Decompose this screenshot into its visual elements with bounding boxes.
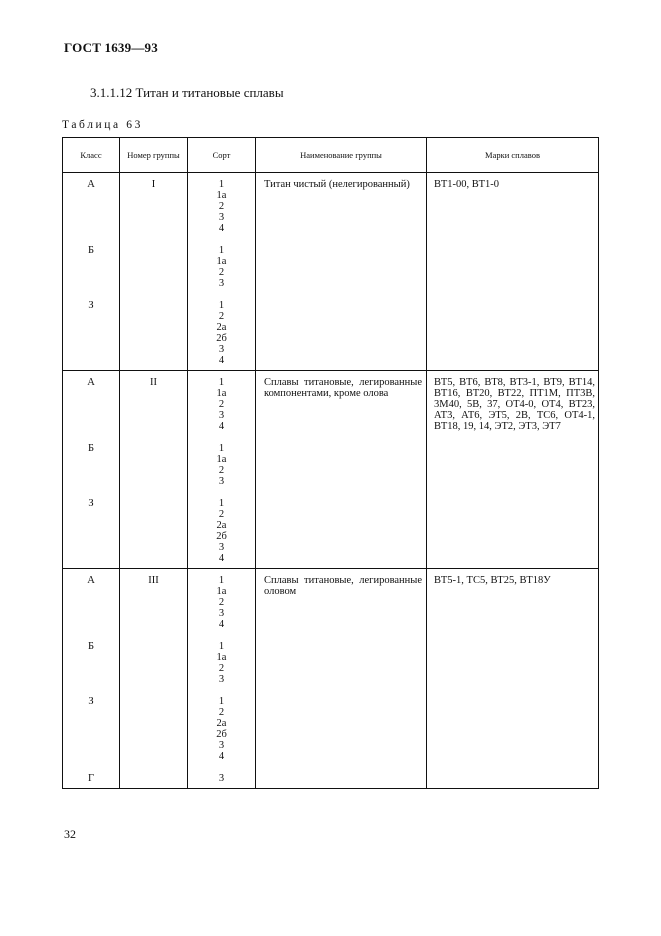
sort-value: 2б <box>216 333 227 344</box>
class-label: Б <box>87 245 95 256</box>
sort-value: 4 <box>218 355 225 366</box>
column-header-class: Класс <box>63 138 120 173</box>
class-cell <box>63 173 120 371</box>
sort-value: 2 <box>218 707 225 718</box>
sort-value: 1а <box>216 256 227 267</box>
sort-value: 2б <box>216 729 227 740</box>
column-header-group-number: Номер группы <box>120 138 188 173</box>
sort-value: 2б <box>216 531 227 542</box>
sort-value: 2 <box>218 509 225 520</box>
sort-value: 1 <box>218 696 225 707</box>
group-name-cell <box>256 371 427 569</box>
class-label: Г <box>87 773 95 784</box>
class-label: Б <box>87 641 95 652</box>
table-row <box>63 371 599 569</box>
sort-value: 1 <box>218 443 225 454</box>
alloy-grades: ВТ1-00, ВТ1-0 <box>434 179 500 190</box>
group-number: I <box>151 179 156 190</box>
sort-value: 2 <box>218 267 225 278</box>
sort-value: 1а <box>216 652 227 663</box>
column-header-group-name: Наименование группы <box>256 138 427 173</box>
class-label: З <box>88 300 94 311</box>
table-row <box>63 569 599 789</box>
class-label: З <box>88 498 94 509</box>
document-header: ГОСТ 1639—93 <box>64 40 158 55</box>
alloy-grades-cell <box>427 569 599 789</box>
sort-value: 1 <box>218 498 225 509</box>
sort-value: 2 <box>218 663 225 674</box>
sort-value: 3 <box>218 476 225 487</box>
sort-value: 2 <box>218 465 225 476</box>
table-row <box>63 173 599 371</box>
group-number-cell <box>120 371 188 569</box>
table-header-row <box>63 138 599 173</box>
alloy-grades-cell <box>427 371 599 569</box>
column-header-sort: Сорт <box>188 138 256 173</box>
alloy-grades: ВТ5, ВТ6, ВТ8, ВТ3-1, ВТ9, ВТ14, ВТ16, ВТ20, ВТ22, ПТ1М, ПТ3В, 3М40, 5В, 37, ОТ4-0, ОТ4, ВТ23, АТ3, АТ6, ЭТ5, 2В, ТС6, ОТ4-1, ВТ18, 19, 14, ЭТ2, ЭТ3, ЭТ7 <box>434 377 595 432</box>
class-cell <box>63 569 120 789</box>
column-header-alloy-grades: Марки сплавов <box>427 138 599 173</box>
sort-value: 3 <box>218 773 225 784</box>
sort-value: 1 <box>218 377 225 388</box>
group-number-cell <box>120 569 188 789</box>
sort-value: 1 <box>218 641 225 652</box>
group-name: Сплавы титановые, легированные компонентами, кроме олова <box>264 377 422 399</box>
sort-value: 3 <box>218 674 225 685</box>
group-name-cell <box>256 569 427 789</box>
group-name-cell <box>256 173 427 371</box>
sort-value: 3 <box>218 542 225 553</box>
sort-cell <box>188 371 256 569</box>
group-name: Сплавы титановые, легированные оловом <box>264 575 422 597</box>
sort-value: 3 <box>218 608 225 619</box>
group-number: III <box>148 575 159 586</box>
group-number: II <box>150 377 157 388</box>
sort-cell <box>188 173 256 371</box>
group-number-cell <box>120 173 188 371</box>
sort-value: 2 <box>218 311 225 322</box>
sort-value: 3 <box>218 212 225 223</box>
sort-value: 2а <box>216 520 227 531</box>
sort-cell <box>188 569 256 789</box>
sort-value: 1 <box>218 575 225 586</box>
sort-value: 2 <box>218 201 225 212</box>
sort-value: 4 <box>218 421 225 432</box>
table-body <box>63 173 599 789</box>
sort-value: 1а <box>216 454 227 465</box>
alloy-table <box>62 137 599 789</box>
class-label: З <box>88 696 94 707</box>
sort-value: 3 <box>218 410 225 421</box>
sort-value: 1 <box>218 245 225 256</box>
class-cell <box>63 371 120 569</box>
table-caption: Таблица 63 <box>62 119 143 131</box>
alloy-grades-cell <box>427 173 599 371</box>
sort-value: 1а <box>216 190 227 201</box>
section-title: 3.1.1.12 Титан и титановые сплавы <box>90 85 284 100</box>
sort-value: 1 <box>218 179 225 190</box>
sort-value: 3 <box>218 344 225 355</box>
class-label: А <box>87 575 95 586</box>
sort-value: 2а <box>216 322 227 333</box>
sort-value: 2 <box>218 597 225 608</box>
sort-value: 4 <box>218 619 225 630</box>
sort-value: 4 <box>218 223 225 234</box>
class-label: Б <box>87 443 95 454</box>
sort-value: 4 <box>218 553 225 564</box>
page-number: 32 <box>64 827 76 841</box>
sort-value: 1а <box>216 388 227 399</box>
sort-value: 3 <box>218 740 225 751</box>
class-label: А <box>87 377 95 388</box>
sort-value: 2а <box>216 718 227 729</box>
sort-value: 2 <box>218 399 225 410</box>
sort-value: 4 <box>218 751 225 762</box>
alloy-grades: ВТ5-1, ТС5, ВТ25, ВТ18У <box>434 575 551 586</box>
sort-value: 1 <box>218 300 225 311</box>
class-label: А <box>87 179 95 190</box>
group-name: Титан чистый (нелегированный) <box>264 179 410 190</box>
sort-value: 1а <box>216 586 227 597</box>
sort-value: 3 <box>218 278 225 289</box>
